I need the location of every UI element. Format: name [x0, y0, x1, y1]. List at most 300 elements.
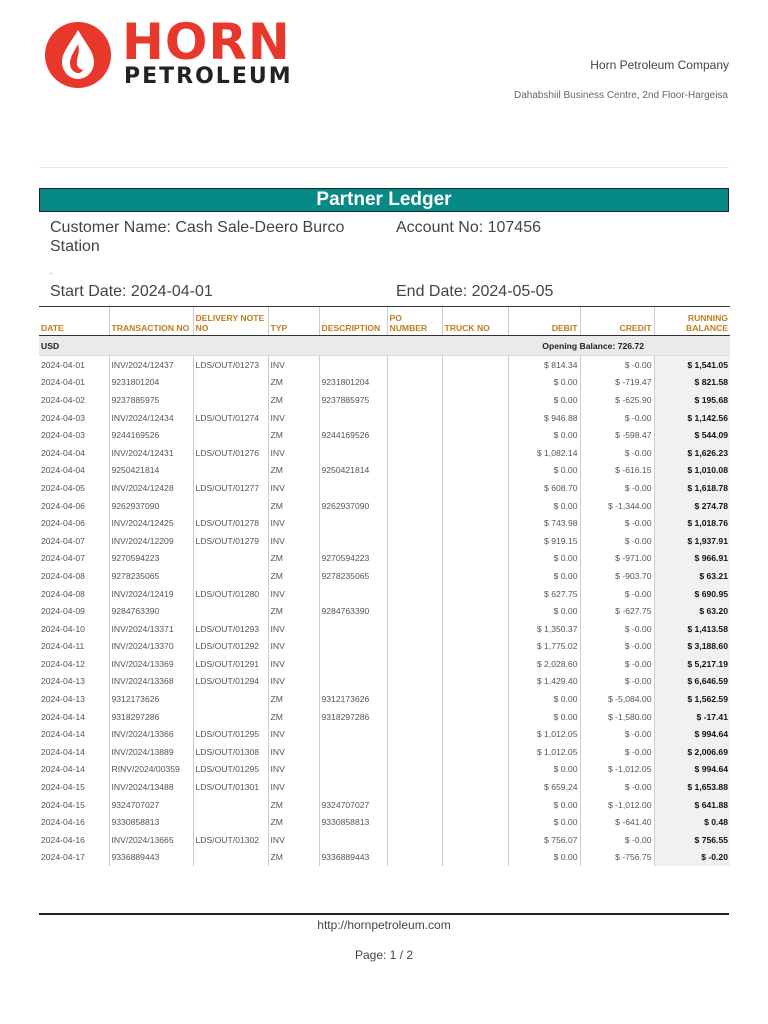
cell-truck-no: [442, 725, 508, 743]
cell-truck-no: [442, 690, 508, 708]
cell-debit: $ 919.15: [508, 532, 580, 550]
cell-po-number: [387, 725, 442, 743]
cell-typ: INV: [268, 620, 319, 638]
cell-transaction-no: 9278235065: [109, 567, 193, 585]
company-name: Horn Petroleum Company: [590, 58, 729, 72]
cell-truck-no: [442, 708, 508, 726]
cell-po-number: [387, 391, 442, 409]
cell-debit: $ 0.00: [508, 849, 580, 867]
company-address: Dahabshiil Business Centre, 2nd Floor-Hargeisa: [514, 90, 728, 101]
cell-description: 9318297286: [319, 708, 387, 726]
cell-credit: $ -0.00: [580, 444, 654, 462]
cell-delivery-note-no: LDS/OUT/01279: [193, 532, 268, 550]
cell-credit: $ -0.00: [580, 725, 654, 743]
cell-delivery-note-no: [193, 550, 268, 568]
cell-truck-no: [442, 374, 508, 392]
cell-transaction-no: 9250421814: [109, 462, 193, 480]
cell-running-balance: $ 1,142.56: [654, 409, 730, 427]
cell-transaction-no: 9336889443: [109, 849, 193, 867]
cell-delivery-note-no: LDS/OUT/01308: [193, 743, 268, 761]
cell-description: [319, 585, 387, 603]
cell-delivery-note-no: LDS/OUT/01302: [193, 831, 268, 849]
cell-delivery-note-no: LDS/OUT/01293: [193, 620, 268, 638]
cell-credit: $ -0.00: [580, 655, 654, 673]
start-date: Start Date: 2024-04-01: [50, 283, 213, 300]
cell-po-number: [387, 831, 442, 849]
cell-delivery-note-no: LDS/OUT/01301: [193, 778, 268, 796]
cell-delivery-note-no: LDS/OUT/01295: [193, 761, 268, 779]
cell-date: 2024-04-06: [41, 500, 85, 511]
cell-description: 9324707027: [319, 796, 387, 814]
cell-delivery-note-no: LDS/OUT/01292: [193, 638, 268, 656]
cell-typ: INV: [268, 743, 319, 761]
cell-description: [319, 778, 387, 796]
table-row: [39, 585, 730, 603]
cell-running-balance: $ 1,413.58: [654, 620, 730, 638]
header-divider: [39, 167, 729, 168]
cell-running-balance: $ 1,010.08: [654, 462, 730, 480]
cell-date: 2024-04-14: [41, 729, 85, 740]
col-header-debit: DEBIT: [508, 307, 580, 336]
cell-typ: ZM: [268, 690, 319, 708]
cell-transaction-no: 9231801204: [109, 374, 193, 392]
cell-po-number: [387, 690, 442, 708]
cell-description: 9262937090: [319, 497, 387, 515]
cell-date: 2024-04-11: [41, 641, 85, 652]
cell-date: 2024-04-08: [41, 588, 85, 599]
cell-running-balance: $ 0.48: [654, 813, 730, 831]
cell-debit: $ 1,429.40: [508, 673, 580, 691]
cell-po-number: [387, 743, 442, 761]
table-row: [39, 409, 730, 427]
cell-typ: INV: [268, 444, 319, 462]
table-row: [39, 690, 730, 708]
cell-description: [319, 356, 387, 374]
cell-transaction-no: INV/2024/12425: [109, 514, 193, 532]
table-row: [39, 796, 730, 814]
cell-description: [319, 761, 387, 779]
cell-transaction-no: INV/2024/13368: [109, 673, 193, 691]
cell-debit: $ 743.98: [508, 514, 580, 532]
cell-date: 2024-04-05: [41, 482, 85, 493]
cell-date: 2024-04-16: [41, 817, 85, 828]
cell-description: [319, 514, 387, 532]
cell-date: 2024-04-03: [41, 430, 85, 441]
cell-typ: ZM: [268, 813, 319, 831]
page-number: Page: 1 / 2: [354, 948, 414, 962]
cell-credit: $ -641.40: [580, 813, 654, 831]
cell-truck-no: [442, 497, 508, 515]
cell-credit: $ -0.00: [580, 514, 654, 532]
cell-running-balance: $ 1,562.59: [654, 690, 730, 708]
cell-truck-no: [442, 479, 508, 497]
cell-credit: $ -627.75: [580, 602, 654, 620]
cell-debit: $ 0.00: [508, 426, 580, 444]
col-header-typ: TYP: [268, 307, 319, 336]
cell-debit: $ 756.07: [508, 831, 580, 849]
footer-divider: [39, 913, 729, 915]
table-row: [39, 602, 730, 620]
cell-delivery-note-no: [193, 374, 268, 392]
cell-date: 2024-04-14: [41, 746, 85, 757]
cell-transaction-no: INV/2024/12209: [109, 532, 193, 550]
col-header-po-number: PO NUMBER: [387, 307, 442, 336]
cell-date: 2024-04-15: [41, 799, 85, 810]
col-header-description: DESCRIPTION: [319, 307, 387, 336]
table-row: [39, 356, 730, 374]
cell-date: 2024-04-01: [41, 359, 85, 370]
cell-debit: $ 0.00: [508, 391, 580, 409]
cell-truck-no: [442, 444, 508, 462]
cell-date: 2024-04-16: [41, 834, 85, 845]
cell-description: 9312173626: [319, 690, 387, 708]
cell-po-number: [387, 497, 442, 515]
table-row: [39, 831, 730, 849]
cell-running-balance: $ 1,618.78: [654, 479, 730, 497]
cell-running-balance: $ 1,626.23: [654, 444, 730, 462]
cell-debit: $ 659.24: [508, 778, 580, 796]
cell-running-balance: $ 63.20: [654, 602, 730, 620]
table-row: [39, 638, 730, 656]
cell-po-number: [387, 585, 442, 603]
account-number: Account No: 107456: [396, 219, 541, 236]
cell-typ: INV: [268, 673, 319, 691]
cell-typ: ZM: [268, 391, 319, 409]
cell-typ: ZM: [268, 462, 319, 480]
cell-truck-no: [442, 831, 508, 849]
cell-po-number: [387, 778, 442, 796]
table-row: [39, 374, 730, 392]
cell-typ: INV: [268, 409, 319, 427]
cell-truck-no: [442, 462, 508, 480]
cell-truck-no: [442, 602, 508, 620]
cell-typ: INV: [268, 514, 319, 532]
cell-running-balance: $ 274.78: [654, 497, 730, 515]
cell-description: 9330858813: [319, 813, 387, 831]
cell-delivery-note-no: LDS/OUT/01277: [193, 479, 268, 497]
table-row: [39, 550, 730, 568]
cell-date: 2024-04-07: [41, 535, 85, 546]
table-row: [39, 391, 730, 409]
cell-transaction-no: INV/2024/13370: [109, 638, 193, 656]
col-header-date: DATE: [39, 307, 109, 336]
col-header-truck-no: TRUCK NO: [442, 307, 508, 336]
cell-typ: INV: [268, 585, 319, 603]
cell-credit: $ -0.00: [580, 620, 654, 638]
cell-debit: $ 1,012.05: [508, 725, 580, 743]
cell-transaction-no: 9318297286: [109, 708, 193, 726]
ledger-table: [39, 306, 730, 866]
cell-date: 2024-04-09: [41, 606, 85, 617]
logo-petroleum-text: PETROLEUM: [124, 64, 293, 89]
cell-credit: $ -0.00: [580, 356, 654, 374]
cell-credit: $ -903.70: [580, 567, 654, 585]
cell-credit: $ -719.47: [580, 374, 654, 392]
cell-typ: INV: [268, 778, 319, 796]
cell-truck-no: [442, 849, 508, 867]
currency-row: [39, 336, 730, 356]
cell-truck-no: [442, 550, 508, 568]
cell-transaction-no: 9270594223: [109, 550, 193, 568]
cell-debit: $ 0.00: [508, 374, 580, 392]
cell-transaction-no: 9312173626: [109, 690, 193, 708]
cell-description: [319, 655, 387, 673]
cell-transaction-no: INV/2024/13371: [109, 620, 193, 638]
cell-truck-no: [442, 409, 508, 427]
company-logo: [40, 13, 300, 90]
table-row: [39, 725, 730, 743]
table-row: [39, 462, 730, 480]
cell-truck-no: [442, 638, 508, 656]
opening-balance-spacer: [654, 336, 730, 356]
cell-transaction-no: 9324707027: [109, 796, 193, 814]
cell-credit: $ -0.00: [580, 585, 654, 603]
cell-po-number: [387, 550, 442, 568]
cell-description: [319, 831, 387, 849]
opening-balance: Opening Balance: 726.72: [387, 336, 654, 356]
cell-description: [319, 532, 387, 550]
cell-delivery-note-no: LDS/OUT/01278: [193, 514, 268, 532]
cell-running-balance: $ 1,018.76: [654, 514, 730, 532]
cell-delivery-note-no: LDS/OUT/01280: [193, 585, 268, 603]
cell-debit: $ 946.88: [508, 409, 580, 427]
cell-transaction-no: INV/2024/12428: [109, 479, 193, 497]
table-row: [39, 532, 730, 550]
cell-credit: $ -0.00: [580, 532, 654, 550]
cell-running-balance: $ 195.68: [654, 391, 730, 409]
cell-description: 9336889443: [319, 849, 387, 867]
cell-transaction-no: 9244169526: [109, 426, 193, 444]
table-row: [39, 479, 730, 497]
cell-typ: INV: [268, 831, 319, 849]
logo-horn-text: HORN: [122, 13, 291, 71]
cell-credit: $ -1,012.00: [580, 796, 654, 814]
cell-delivery-note-no: LDS/OUT/01273: [193, 356, 268, 374]
customer-name: Customer Name: Cash Sale-Deero Burco Station: [50, 219, 345, 255]
cell-delivery-note-no: [193, 462, 268, 480]
cell-typ: ZM: [268, 796, 319, 814]
cell-credit: $ -0.00: [580, 831, 654, 849]
cell-credit: $ -756.75: [580, 849, 654, 867]
cell-po-number: [387, 849, 442, 867]
cell-date: 2024-04-06: [41, 518, 85, 529]
col-header-running-balance: RUNNING BALANCE: [654, 307, 730, 336]
cell-credit: $ -971.00: [580, 550, 654, 568]
table-header-row: [39, 307, 730, 336]
cell-debit: $ 2,028.60: [508, 655, 580, 673]
cell-typ: INV: [268, 761, 319, 779]
cell-running-balance: $ 821.58: [654, 374, 730, 392]
cell-running-balance: $ -17.41: [654, 708, 730, 726]
cell-transaction-no: INV/2024/13369: [109, 655, 193, 673]
table-row: [39, 426, 730, 444]
cell-running-balance: $ 5,217.19: [654, 655, 730, 673]
cell-truck-no: [442, 567, 508, 585]
cell-description: 9270594223: [319, 550, 387, 568]
cell-debit: $ 0.00: [508, 761, 580, 779]
cell-date: 2024-04-07: [41, 553, 85, 564]
cell-truck-no: [442, 356, 508, 374]
cell-delivery-note-no: [193, 708, 268, 726]
cell-truck-no: [442, 426, 508, 444]
cell-delivery-note-no: [193, 602, 268, 620]
cell-description: [319, 444, 387, 462]
cell-description: [319, 743, 387, 761]
cell-truck-no: [442, 673, 508, 691]
cell-credit: $ -1,344.00: [580, 497, 654, 515]
cell-truck-no: [442, 585, 508, 603]
table-row: [39, 761, 730, 779]
cell-description: 9278235065: [319, 567, 387, 585]
cell-date: 2024-04-14: [41, 711, 85, 722]
cell-delivery-note-no: [193, 497, 268, 515]
cell-po-number: [387, 638, 442, 656]
cell-truck-no: [442, 778, 508, 796]
cell-typ: ZM: [268, 602, 319, 620]
cell-typ: ZM: [268, 849, 319, 867]
cell-debit: $ 0.00: [508, 462, 580, 480]
cell-po-number: [387, 620, 442, 638]
cell-description: [319, 409, 387, 427]
table-row: [39, 514, 730, 532]
cell-credit: $ -598.47: [580, 426, 654, 444]
cell-truck-no: [442, 813, 508, 831]
cell-credit: $ -625.90: [580, 391, 654, 409]
cell-transaction-no: INV/2024/13889: [109, 743, 193, 761]
cell-description: 9237885975: [319, 391, 387, 409]
cell-running-balance: $ 63.21: [654, 567, 730, 585]
cell-running-balance: $ -0.20: [654, 849, 730, 867]
cell-date: 2024-04-03: [41, 412, 85, 423]
cell-typ: ZM: [268, 497, 319, 515]
cell-truck-no: [442, 655, 508, 673]
cell-transaction-no: 9330858813: [109, 813, 193, 831]
flame-drop-icon: [40, 18, 116, 90]
cell-credit: $ -616.15: [580, 462, 654, 480]
cell-date: 2024-04-01: [41, 377, 85, 388]
cell-typ: ZM: [268, 374, 319, 392]
cell-delivery-note-no: [193, 690, 268, 708]
cell-po-number: [387, 796, 442, 814]
cell-truck-no: [442, 796, 508, 814]
cell-truck-no: [442, 532, 508, 550]
cell-po-number: [387, 567, 442, 585]
cell-debit: $ 1,775.02: [508, 638, 580, 656]
cell-transaction-no: RINV/2024/00359: [109, 761, 193, 779]
cell-running-balance: $ 6,646.59: [654, 673, 730, 691]
cell-po-number: [387, 444, 442, 462]
cell-debit: $ 814.34: [508, 356, 580, 374]
end-date: End Date: 2024-05-05: [396, 283, 554, 300]
cell-typ: INV: [268, 725, 319, 743]
cell-typ: INV: [268, 532, 319, 550]
table-row: [39, 743, 730, 761]
cell-transaction-no: INV/2024/12419: [109, 585, 193, 603]
cell-description: [319, 638, 387, 656]
cell-date: 2024-04-15: [41, 782, 85, 793]
table-row: [39, 444, 730, 462]
cell-delivery-note-no: [193, 567, 268, 585]
currency-label: USD: [39, 336, 387, 356]
cell-date: 2024-04-13: [41, 694, 85, 705]
cell-date: 2024-04-04: [41, 465, 85, 476]
cell-running-balance: $ 641.88: [654, 796, 730, 814]
cell-credit: $ -0.00: [580, 479, 654, 497]
cell-running-balance: $ 966.91: [654, 550, 730, 568]
cell-truck-no: [442, 514, 508, 532]
table-row: [39, 620, 730, 638]
cell-po-number: [387, 374, 442, 392]
cell-description: 9244169526: [319, 426, 387, 444]
cell-transaction-no: INV/2024/12437: [109, 356, 193, 374]
cell-debit: $ 627.75: [508, 585, 580, 603]
table-row: [39, 673, 730, 691]
cell-debit: $ 1,082.14: [508, 444, 580, 462]
cell-po-number: [387, 673, 442, 691]
cell-typ: ZM: [268, 708, 319, 726]
cell-transaction-no: INV/2024/12434: [109, 409, 193, 427]
table-row: [39, 708, 730, 726]
cell-date: 2024-04-08: [41, 570, 85, 581]
cell-running-balance: $ 2,006.69: [654, 743, 730, 761]
cell-credit: $ -5,084.00: [580, 690, 654, 708]
col-header-transaction-no: TRANSACTION NO: [109, 307, 193, 336]
cell-credit: $ -0.00: [580, 778, 654, 796]
cell-description: [319, 620, 387, 638]
cell-debit: $ 608.70: [508, 479, 580, 497]
cell-credit: $ -1,012.05: [580, 761, 654, 779]
cell-credit: $ -0.00: [580, 743, 654, 761]
cell-po-number: [387, 356, 442, 374]
cell-delivery-note-no: [193, 796, 268, 814]
cell-credit: $ -0.00: [580, 409, 654, 427]
cell-transaction-no: INV/2024/13366: [109, 725, 193, 743]
cell-delivery-note-no: LDS/OUT/01291: [193, 655, 268, 673]
cell-debit: $ 1,350.37: [508, 620, 580, 638]
cell-typ: INV: [268, 638, 319, 656]
cell-delivery-note-no: [193, 426, 268, 444]
cell-delivery-note-no: LDS/OUT/01295: [193, 725, 268, 743]
cell-running-balance: $ 756.55: [654, 831, 730, 849]
cell-transaction-no: 9284763390: [109, 602, 193, 620]
cell-running-balance: $ 1,937.91: [654, 532, 730, 550]
page-title: Partner Ledger: [39, 188, 729, 212]
cell-delivery-note-no: LDS/OUT/01276: [193, 444, 268, 462]
cell-debit: $ 0.00: [508, 602, 580, 620]
cell-running-balance: $ 544.09: [654, 426, 730, 444]
cell-description: 9250421814: [319, 462, 387, 480]
table-row: [39, 813, 730, 831]
footer-website-link[interactable]: http://hornpetroleum.com: [317, 918, 451, 932]
cell-delivery-note-no: LDS/OUT/01294: [193, 673, 268, 691]
cell-description: [319, 673, 387, 691]
cell-running-balance: $ 994.64: [654, 725, 730, 743]
cell-date: 2024-04-17: [41, 852, 85, 863]
cell-date: 2024-04-13: [41, 676, 85, 687]
cell-credit: $ -0.00: [580, 638, 654, 656]
cell-running-balance: $ 1,653.88: [654, 778, 730, 796]
cell-description: [319, 725, 387, 743]
cell-transaction-no: INV/2024/12431: [109, 444, 193, 462]
cell-typ: ZM: [268, 567, 319, 585]
cell-po-number: [387, 532, 442, 550]
cell-debit: $ 0.00: [508, 497, 580, 515]
cell-po-number: [387, 462, 442, 480]
cell-typ: INV: [268, 479, 319, 497]
cell-debit: $ 0.00: [508, 690, 580, 708]
cell-debit: $ 0.00: [508, 567, 580, 585]
cell-typ: INV: [268, 655, 319, 673]
